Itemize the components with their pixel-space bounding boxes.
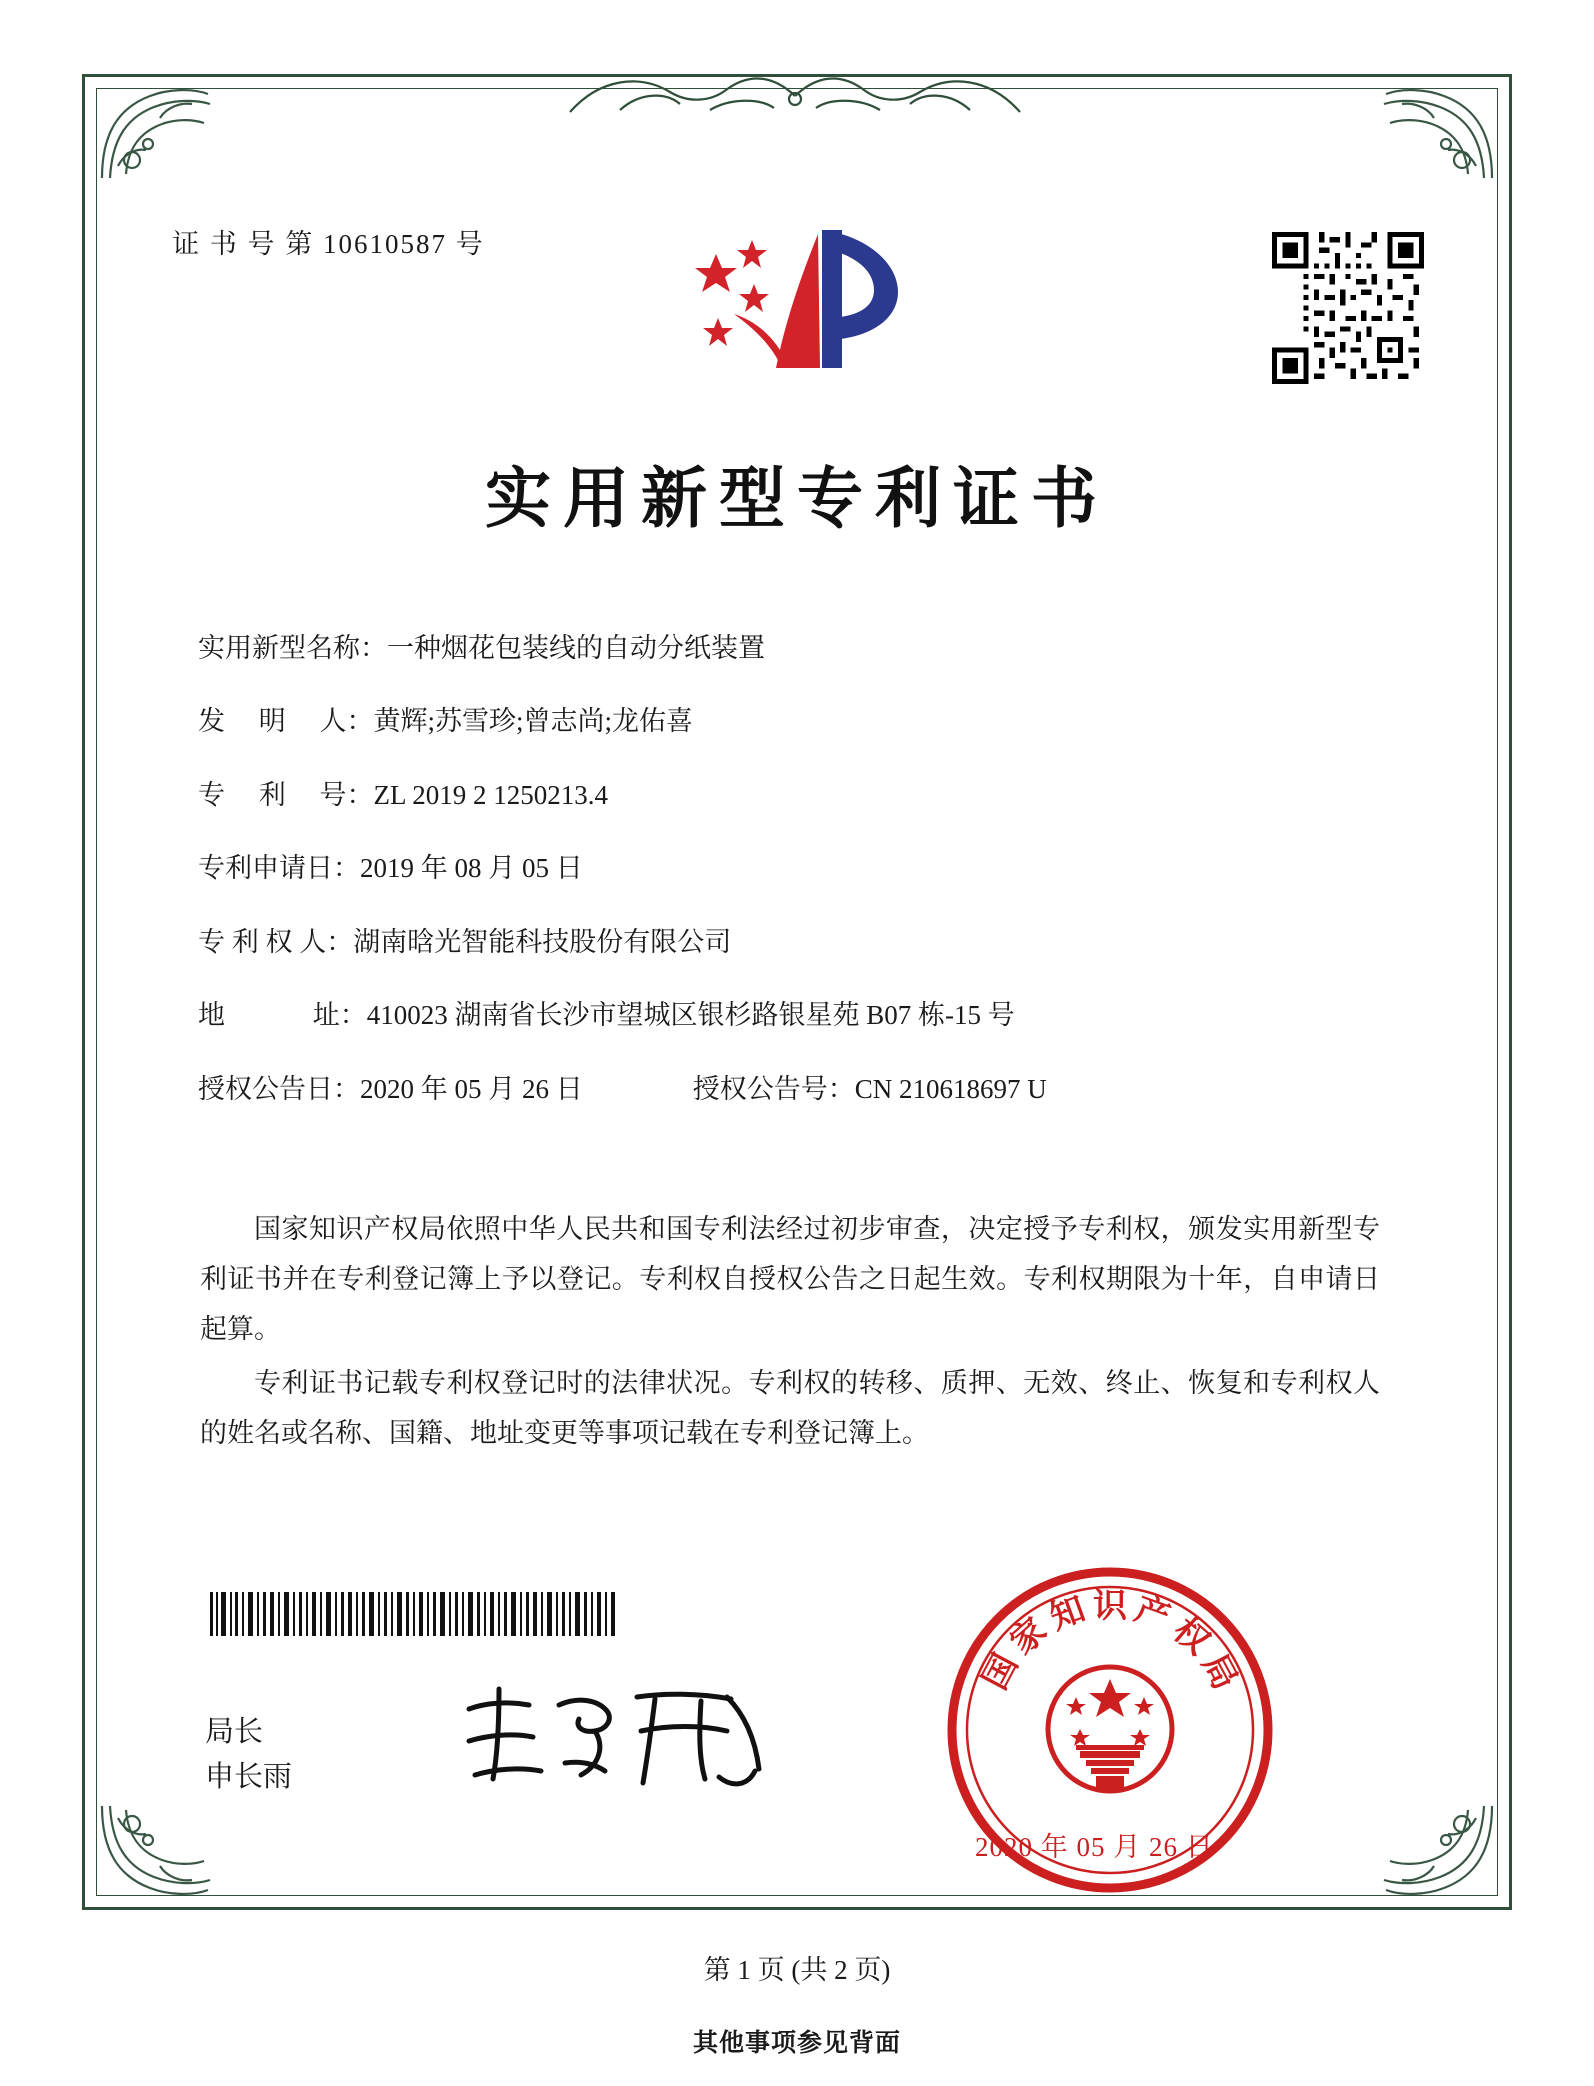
- field-value: 2019 年 08 月 05 日: [360, 853, 583, 884]
- field-value: ZL 2019 2 1250213.4: [373, 779, 608, 810]
- field-label-grant-date: 授权公告日：: [198, 1073, 360, 1104]
- field-label: 专利申请日：: [198, 853, 360, 884]
- svg-text:知: 知: [1044, 1588, 1091, 1639]
- field-value-grant-number: CN 210618697 U: [854, 1073, 1047, 1104]
- field-label: 地 址：: [198, 1000, 367, 1031]
- field-row-address: [198, 997, 1378, 1033]
- svg-text:识: 识: [1093, 1586, 1127, 1626]
- top-ornament-icon: [560, 66, 1030, 126]
- field-value: 410023 湖南省长沙市望城区银杉路银星苑 B07 栋-15 号: [366, 1000, 1015, 1031]
- body-paragraph-2: 专利证书记载专利权登记时的法律状况。专利权的转移、质押、无效、终止、恢复和专利权人的姓名或名称、国籍、地址变更等事项记载在专利登记簿上。: [200, 1367, 1380, 1448]
- svg-text:家: 家: [1002, 1610, 1055, 1663]
- page-title: 实用新型专利证书: [485, 459, 1109, 537]
- field-label-grant-number: 授权公告号：: [692, 1073, 855, 1104]
- field-value: 湖南晗光智能科技股份有限公司: [353, 926, 732, 957]
- field-row-inventors: [198, 703, 1378, 739]
- body-paragraph-1: 国家知识产权局依照中华人民共和国专利法经过初步审查，决定授予专利权，颁发实用新型专利证书并在专利登记簿上予以登记。专利权自授权公告之日起生效。专利权期限为十年，自申请日起算。: [200, 1214, 1380, 1344]
- field-value: 黄辉;苏雪珍;曾志尚;龙佑喜: [373, 706, 694, 737]
- field-label: 发 明 人：: [198, 706, 374, 737]
- back-side-note: 其他事项参见背面: [692, 2030, 901, 2057]
- field-label: 专 利 权 人：: [198, 926, 354, 957]
- handwritten-signature-icon: [455, 1675, 795, 1795]
- field-value: 一种烟花包装线的自动分纸装置: [387, 633, 765, 663]
- field-row-utility-model-name: [198, 630, 1378, 666]
- director-title: 局长: [205, 1716, 264, 1748]
- field-row-patentee: [198, 924, 1378, 960]
- signature-block: [205, 1710, 292, 1800]
- corner-ornament-icon: [96, 1800, 246, 1910]
- field-label: 实用新型名称：: [198, 633, 387, 663]
- corner-ornament-icon: [1348, 1800, 1498, 1910]
- body-text: [200, 1205, 1380, 1463]
- field-list: [198, 630, 1378, 1144]
- field-row-patent-number: [198, 777, 1378, 813]
- field-row-grant-announcement: [198, 1071, 1378, 1107]
- corner-ornament-icon: [1348, 74, 1498, 184]
- svg-text:国: 国: [974, 1647, 1027, 1697]
- field-row-application-date: [198, 850, 1378, 886]
- seal-date: 2020 年 05 月 26 日: [975, 1832, 1214, 1862]
- barcode-icon: [208, 1592, 618, 1636]
- svg-text:产: 产: [1129, 1588, 1176, 1639]
- qr-code-icon: [1272, 232, 1424, 384]
- cnipa-logo-icon: [672, 218, 922, 378]
- svg-text:权: 权: [1165, 1610, 1218, 1663]
- field-value-grant-date: 2020 年 05 月 26 日: [360, 1073, 583, 1104]
- page-indicator: 第 1 页 (共 2 页): [703, 1955, 891, 1985]
- corner-ornament-icon: [96, 74, 246, 184]
- svg-text:局: 局: [1193, 1647, 1246, 1697]
- certificate-number: 证 书 号 第 10610587 号: [172, 229, 485, 259]
- field-label: 专 利 号：: [198, 779, 374, 810]
- director-name: 申长雨: [205, 1760, 293, 1793]
